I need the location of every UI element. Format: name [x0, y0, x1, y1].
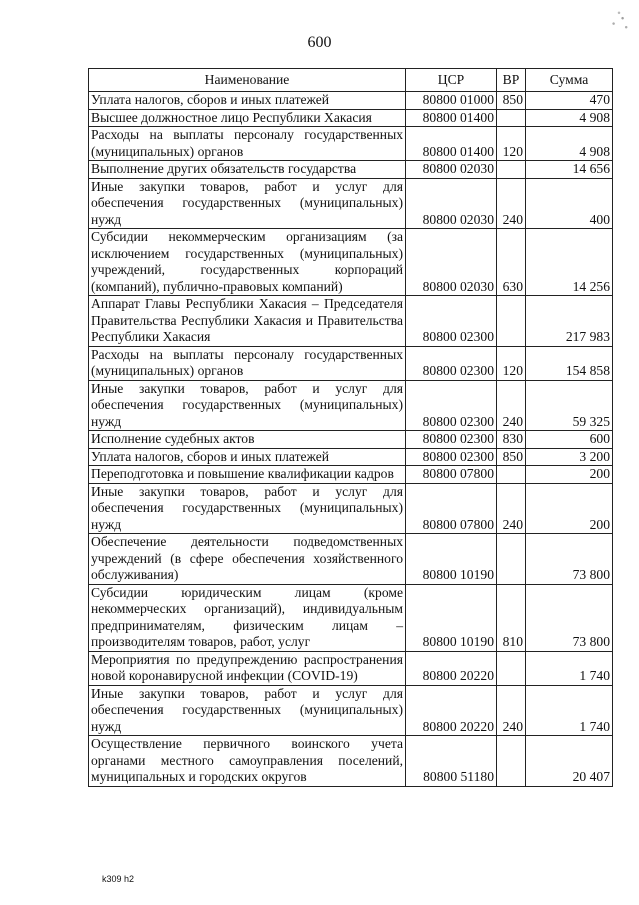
- row-vr: 810: [497, 584, 526, 651]
- row-csr: 80800 10190: [406, 584, 497, 651]
- row-csr: 80800 51180: [406, 736, 497, 787]
- table-row: [89, 127, 613, 161]
- row-vr: 850: [497, 448, 526, 466]
- row-csr: 80800 02300: [406, 431, 497, 449]
- row-name: Переподготовка и повышение квалификации кадров: [89, 466, 406, 484]
- row-vr: [497, 466, 526, 484]
- table-row: [89, 346, 613, 380]
- row-csr: 80800 20220: [406, 651, 497, 685]
- row-name: Иные закупки товаров, работ и услуг для обеспечения государственных (муниципальных) нужд: [89, 380, 406, 431]
- row-sum: 4 908: [526, 127, 613, 161]
- row-vr: 850: [497, 92, 526, 110]
- row-csr: 80800 02300: [406, 448, 497, 466]
- row-sum: 14 656: [526, 161, 613, 179]
- row-sum: 4 908: [526, 109, 613, 127]
- row-csr: 80800 20220: [406, 685, 497, 736]
- table-header-row: [89, 69, 613, 92]
- row-vr: [497, 109, 526, 127]
- row-name: Уплата налогов, сборов и иных платежей: [89, 448, 406, 466]
- table-row: [89, 584, 613, 651]
- row-vr: 240: [497, 685, 526, 736]
- row-sum: 154 858: [526, 346, 613, 380]
- row-vr: [497, 296, 526, 347]
- table-row: [89, 483, 613, 534]
- row-vr: 120: [497, 346, 526, 380]
- row-name: Высшее должностное лицо Республики Хакасия: [89, 109, 406, 127]
- row-sum: 1 740: [526, 651, 613, 685]
- row-csr: 80800 01000: [406, 92, 497, 110]
- row-name: Иные закупки товаров, работ и услуг для обеспечения государственных (муниципальных) нужд: [89, 178, 406, 229]
- table-row: [89, 109, 613, 127]
- table-row: [89, 466, 613, 484]
- table-row: [89, 161, 613, 179]
- table-row: [89, 296, 613, 347]
- row-name: Исполнение судебных актов: [89, 431, 406, 449]
- row-vr: 240: [497, 178, 526, 229]
- row-csr: 80800 02030: [406, 229, 497, 296]
- row-name: Мероприятия по предупреждению распространения новой коронавирусной инфекции (COVID-19): [89, 651, 406, 685]
- table-row: [89, 448, 613, 466]
- table-row: [89, 534, 613, 585]
- row-csr: 80800 02030: [406, 178, 497, 229]
- row-csr: 80800 02300: [406, 296, 497, 347]
- row-name: Расходы на выплаты персоналу государственных (муниципальных) органов: [89, 127, 406, 161]
- table-row: [89, 431, 613, 449]
- row-sum: 59 325: [526, 380, 613, 431]
- row-sum: 73 800: [526, 534, 613, 585]
- row-csr: 80800 01400: [406, 127, 497, 161]
- row-vr: 830: [497, 431, 526, 449]
- row-name: Осуществление первичного воинского учета органами местного самоуправления поселений, муниципальных и городских округов: [89, 736, 406, 787]
- row-csr: 80800 07800: [406, 466, 497, 484]
- row-name: Уплата налогов, сборов и иных платежей: [89, 92, 406, 110]
- row-csr: 80800 10190: [406, 534, 497, 585]
- header-name: Наименование: [89, 69, 406, 92]
- row-sum: 400: [526, 178, 613, 229]
- row-name: Субсидии некоммерческим организациям (за исключением государственных (муниципальных) учреждений, государственных корпораций (компаний), публично-правовых компаний): [89, 229, 406, 296]
- footer-code: k309 h2: [102, 874, 135, 884]
- row-sum: 217 983: [526, 296, 613, 347]
- row-csr: 80800 02030: [406, 161, 497, 179]
- row-csr: 80800 02300: [406, 380, 497, 431]
- table-row: [89, 92, 613, 110]
- row-name: Обеспечение деятельности подведомственных учреждений (в сфере обеспечения хозяйственного обслуживания): [89, 534, 406, 585]
- row-name: Иные закупки товаров, работ и услуг для обеспечения государственных (муниципальных) нужд: [89, 483, 406, 534]
- row-sum: 200: [526, 466, 613, 484]
- row-vr: [497, 534, 526, 585]
- row-vr: [497, 736, 526, 787]
- row-csr: 80800 01400: [406, 109, 497, 127]
- row-sum: 73 800: [526, 584, 613, 651]
- row-name: Аппарат Главы Республики Хакасия – Председателя Правительства Республики Хакасия и Правительства Республики Хакасия: [89, 296, 406, 347]
- row-vr: 240: [497, 483, 526, 534]
- row-vr: 630: [497, 229, 526, 296]
- header-sum: Сумма: [526, 69, 613, 92]
- row-vr: 120: [497, 127, 526, 161]
- header-csr: ЦСР: [406, 69, 497, 92]
- row-name: Выполнение других обязательств государства: [89, 161, 406, 179]
- row-sum: 1 740: [526, 685, 613, 736]
- row-csr: 80800 07800: [406, 483, 497, 534]
- table-row: [89, 736, 613, 787]
- row-sum: 200: [526, 483, 613, 534]
- table-row: [89, 178, 613, 229]
- row-name: Субсидии юридическим лицам (кроме некоммерческих организаций), индивидуальным предпринимателям, физическим лицам – производителям товаров, работ, услуг: [89, 584, 406, 651]
- row-vr: [497, 161, 526, 179]
- budget-table: [88, 68, 613, 787]
- row-sum: 3 200: [526, 448, 613, 466]
- row-name: Расходы на выплаты персоналу государственных (муниципальных) органов: [89, 346, 406, 380]
- table-row: [89, 651, 613, 685]
- row-csr: 80800 02300: [406, 346, 497, 380]
- table-row: [89, 380, 613, 431]
- row-vr: 240: [497, 380, 526, 431]
- row-sum: 20 407: [526, 736, 613, 787]
- scan-speckle-mark: [601, 2, 637, 38]
- row-sum: 14 256: [526, 229, 613, 296]
- row-name: Иные закупки товаров, работ и услуг для обеспечения государственных (муниципальных) нужд: [89, 685, 406, 736]
- row-vr: [497, 651, 526, 685]
- header-vr: ВР: [497, 69, 526, 92]
- page-number: 600: [307, 34, 332, 51]
- row-sum: 470: [526, 92, 613, 110]
- table-row: [89, 685, 613, 736]
- row-sum: 600: [526, 431, 613, 449]
- table-row: [89, 229, 613, 296]
